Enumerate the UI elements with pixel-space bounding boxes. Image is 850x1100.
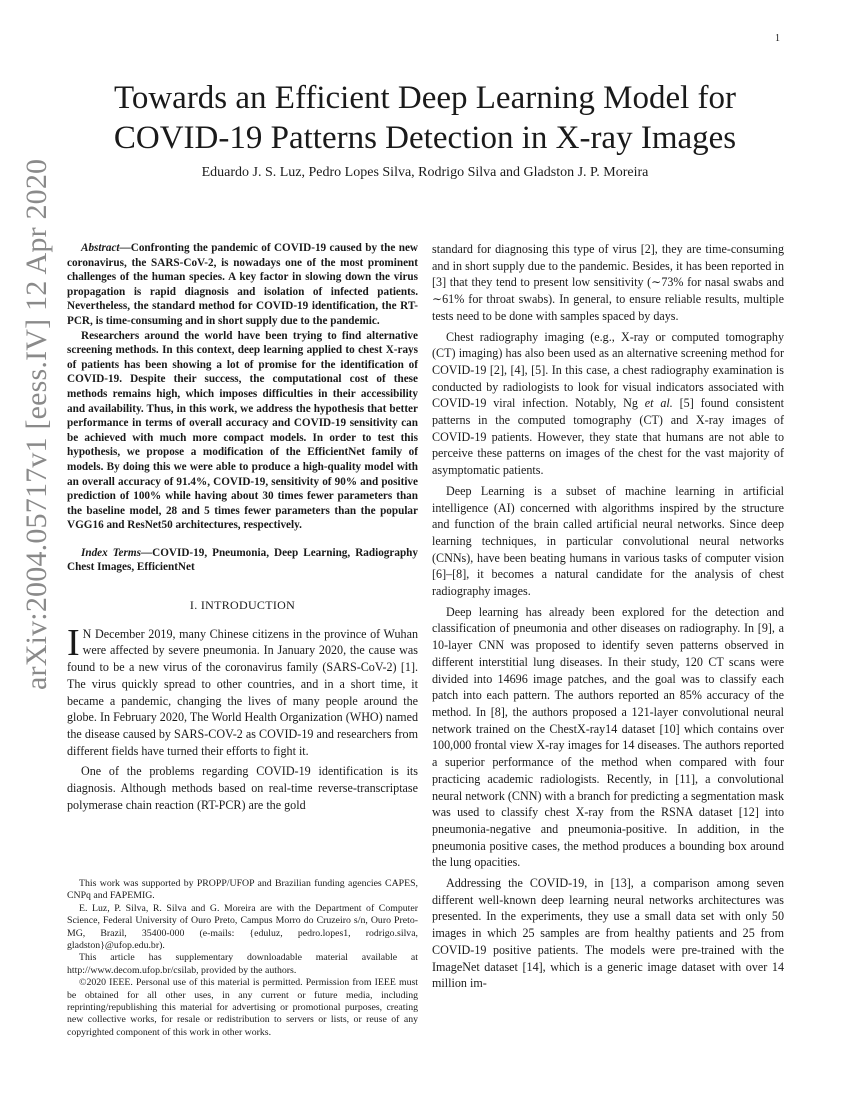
- right-paragraph-5: Addressing the COVID-19, in [13], a comparison among seven different well-known deep learning neural networks architectures was presented. In the experiments, they use a small data set with only 50 images in which 25 samples are from healthy patients and 25 from COVID-19 positive patients. The models were pre-trained with the ImageNet dataset [14], which is a generic image dataset with over 14 million im-: [432, 876, 784, 991]
- abstract-label: Abstract: [81, 242, 120, 254]
- right-paragraph-2: [432, 329, 784, 479]
- left-column: [67, 241, 418, 818]
- et-al-text: et al.: [644, 396, 673, 411]
- abstract: [67, 241, 418, 575]
- section-heading-introduction: I. INTRODUCTION: [189, 598, 296, 613]
- paper-title: Towards an Efficient Deep Learning Model for COVID-19 Patterns Detection in X-ray Images: [113, 80, 737, 156]
- footnote-supplementary: This article has supplementary downloadable material available at http://www.decom.ufop.br/csilab, provided by the authors.: [67, 952, 418, 976]
- right-paragraph-2-start: Chest radiography imaging (e.g., X-ray or computed tomography (CT) imaging) has also been used as an alternative screening method for COVID-19 [2], [4], [5]. In this case, a chest radiography examination is conducted by radiologists to look for visual indicators associated with COVID-19 viral infection. Notably, Ng: [432, 329, 784, 411]
- right-paragraph-3: Deep Learning is a subset of machine learning in artificial intelligence (AI) concerned with algorithms inspired by the structure and function of the brain called artificial neural networks. Since deep learning techniques, in particular convolutional neural networks (CNNs), have been beating humans in various tasks of computer vision [6]–[8], it becomes a natural candidate for the analysis of chest radiography images.: [432, 483, 784, 599]
- index-terms-text: —COVID-19, Pneumonia, Deep Learning, Radiography Chest Images, EfficientNet: [67, 546, 418, 574]
- right-paragraph-1: standard for diagnosing this type of virus [2], they are time-consuming and in short supply due to the pandemic. Besides, it has been reported in [3] that they tend to present low sensitivity (∼73% for nasal swabs and ∼61% for throat swabs). In general, to ensure reliable results, multiple tests need to be done with samples spaced by days.: [432, 242, 784, 323]
- intro-paragraph-1-text: N December 2019, many Chinese citizens in the province of Wuhan were affected by severe pneumonia. In January 2020, the cause was found to be a new virus of the coronavirus family (SARS-CoV-2) [1]. The virus quickly spread to other countries, and in a short time, it became a pandemic, changing the lives of many people around the globe. In February 2020, The World Health Organization (WHO) named the disease caused by SARS-COV-2 as COVID-19 and researchers from different fields have turned their efforts to fight it.: [67, 626, 418, 758]
- intro-paragraph-1: [67, 621, 418, 760]
- abstract-paragraph-2: Researchers around the world have been trying to find alternative screening methods. In this context, deep learning applied to chest X-rays of patients has been showing a lot of promise for the identification of COVID-19. Despite their success, the computational cost of these methods remains high, which imposes difficulties in their accessibility and availability. Thus, in this work, we address the hypothesis that better performance in terms of overall accuracy and COVID-19 sensitivity can be achieved with much more compact models. In order to test this hypothesis, we propose a modification of the EfficientNet family of models. By doing this we were able to produce a high-quality model with an overall accuracy of 91.4%, COVID-19, sensitivity of 90% and positive prediction of 100% while having about 30 times fewer parameters than the baseline model, 28 and 5 times fewer parameters than the popular VGG16 and ResNet50 architectures, respectively.: [67, 329, 418, 532]
- index-terms: [67, 546, 418, 575]
- footnotes: [67, 878, 418, 1039]
- right-paragraph-2-end: [5] found consistent patterns in the computed tomography (CT) and X-ray images of COVID-19 patients. However, they state that humans are not able to perceive these patterns on images of the chest for the vast majority of asymptomatic patients.: [432, 396, 784, 478]
- right-paragraph-4: Deep learning has already been explored for the detection and classification of pneumonia and other diseases on radiography. In [9], a 10-layer CNN was proposed to identify seven patterns observed in different interstitial lung diseases. In their study, 120 CT scans were divided into 14696 image patches, and the goal was to classify each patch into each pattern. The authors reported an 85% accuracy of the method. In [8], the authors proposed a 121-layer convolutional neural network trained on the ChestX-ray14 dataset [10] which contains over 100,000 frontal view X-ray images for 14 diseases. The authors reported a superior performance of the method when compared with four practicing academic radiologists. Recently, in [11], a convolutional neural network (CNN) with a branch for predicting a segmentation mask was used to classify chest X-ray from the RSNA dataset [12] into pneumonia-negative and pneumonia-positive. In addition, in the pneumonia positive cases, the method produces a bounding box around the lung opacities.: [432, 604, 784, 870]
- abstract-paragraph-1: [67, 241, 418, 329]
- intro-paragraph-2: One of the problems regarding COVID-19 identification is its diagnosis. Although methods based on real-time reverse-transcriptase polymerase chain reaction (RT-PCR) are the gold: [67, 764, 418, 812]
- right-column: [432, 241, 784, 996]
- author-list: Eduardo J. S. Luz, Pedro Lopes Silva, Rodrigo Silva and Gladston J. P. Moreira: [201, 165, 649, 180]
- footnote-affiliation: E. Luz, P. Silva, R. Silva and G. Moreira are with the Department of Computer Science, Federal University of Ouro Preto, Campus Morro do Cruzeiro s/n, Ouro Preto-MG, Brazil, 35400-000 (e-mails: {eduluz, pedro.lopes1, rodrigo.silva, gladston}@ufop.edu.br).: [67, 902, 418, 952]
- arxiv-identifier: arXiv:2004.05717v1 [eess.IV] 12 Apr 2020: [20, 158, 53, 690]
- abstract-text: —Confronting the pandemic of COVID-19 caused by the new coronavirus, the SARS-CoV-2, is nowadays one of the most prominent challenges of the human species. A key factor in slowing down the virus propagation is rapid diagnosis and isolation of infected patients. Nevertheless, the standard method for COVID-19 identification, the RT-PCR, is time-consuming and in short supply due to the pandemic.: [67, 242, 418, 327]
- index-terms-label: Index Terms: [81, 546, 141, 559]
- page-number: 1: [775, 33, 780, 44]
- footnote-copyright: ©2020 IEEE. Personal use of this material is permitted. Permission from IEEE must be obtained for all other uses, in any current or future media, including reprinting/republishing this material for advertising or promotional purposes, creating new collective works, for resale or redistribution to servers or lists, or reuse of any copyrighted component of this work in other works.: [67, 977, 418, 1038]
- footnote-funding: This work was supported by PROPP/UFOP and Brazilian funding agencies CAPES, CNPq and FAPEMIG.: [67, 878, 418, 902]
- drop-cap: I: [67, 621, 80, 664]
